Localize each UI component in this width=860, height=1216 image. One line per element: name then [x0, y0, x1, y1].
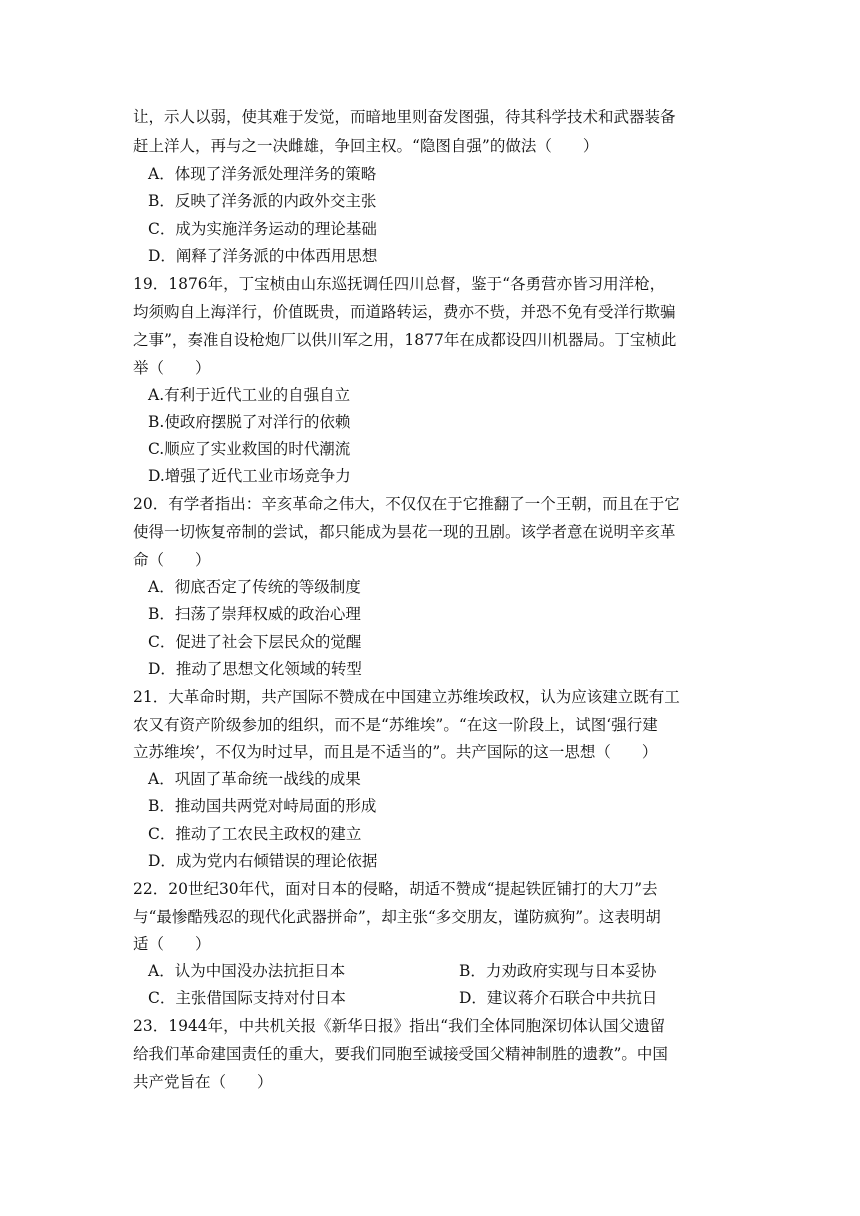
q22-option-d: D．建议蒋介石联合中共抗日 [459, 989, 658, 1007]
q19-line-1: 19．1876年，丁宝桢由山东巡抚调任四川总督，鉴于“各勇营亦皆习用洋枪， [133, 275, 666, 293]
q18-option-a: A．体现了洋务派处理洋务的策略 [148, 165, 377, 183]
q21-line-3: 立苏维埃’，不仅为时过早，而且是不适当的”。共产国际的这一思想（ ） [133, 743, 658, 761]
q20-option-b: B．扫荡了崇拜权威的政治心理 [148, 605, 361, 623]
q23-line-2: 给我们革命建国责任的重大，要我们同胞至诚接受国父精神制胜的遗教”。中国 [133, 1045, 668, 1063]
q18-option-b: B．反映了洋务派的内政外交主张 [148, 192, 377, 210]
q18-option-c: C．成为实施洋务运动的理论基础 [148, 220, 377, 238]
q19-line-4: 举（ ） [133, 359, 211, 377]
q21-option-b: B．推动国共两党对峙局面的形成 [148, 797, 377, 815]
q22-option-a: A．认为中国没办法抗拒日本 [148, 962, 346, 980]
q18-line-1: 让，示人以弱，使其难于发觉，而暗地里则奋发图强，待其科学技术和武器装备 [133, 108, 676, 126]
q21-line-1: 21．大革命时期，共产国际不赞成在中国建立苏维埃政权，认为应该建立既有工 [133, 688, 680, 706]
q19-option-c: C.顺应了实业救国的时代潮流 [148, 440, 351, 458]
q18-option-d: D．阐释了洋务派的中体西用思想 [148, 247, 378, 265]
q20-line-3: 命（ ） [133, 551, 211, 569]
q22-line-1: 22．20世纪30年代，面对日本的侵略，胡适不赞成“提起铁匠铺打的大刀”去 [133, 880, 658, 898]
q21-option-d: D．成为党内右倾错误的理论依据 [148, 852, 378, 870]
q21-option-c: C．推动了工农民主政权的建立 [148, 825, 362, 843]
q20-option-d: D．推动了思想文化领域的转型 [148, 660, 362, 678]
q22-option-c: C．主张借国际支持对付日本 [148, 989, 346, 1007]
q21-option-a: A．巩固了革命统一战线的成果 [148, 770, 361, 788]
q21-line-2: 农又有资产阶级参加的组织，而不是“苏维埃”。“在这一阶段上，试图‘强行建 [133, 716, 658, 734]
q22-line-2: 与“最惨酷残忍的现代化武器拼命”，却主张“多交朋友，谨防疯狗”。这表明胡 [133, 908, 661, 926]
q22-line-3: 适（ ） [133, 935, 211, 953]
q20-line-1: 20．有学者指出：辛亥革命之伟大，不仅仅在于它推翻了一个王朝，而且在于它 [133, 495, 680, 513]
q19-option-b: B.使政府摆脱了对洋行的依赖 [148, 413, 351, 431]
q23-line-3: 共产党旨在（ ） [133, 1073, 273, 1091]
q19-option-d: D.增强了近代工业市场竞争力 [148, 467, 351, 485]
q19-option-a: A.有利于近代工业的自强自立 [148, 386, 351, 404]
q19-line-3: 之事”，奏准自设枪炮厂以供川军之用，1877年在成都设四川机器局。丁宝桢此 [133, 331, 677, 349]
q23-line-1: 23．1944年，中共机关报《新华日报》指出“我们全体同胞深切体认国父遗留 [133, 1017, 666, 1035]
q19-line-2: 均须购自上海洋行，价值既贵，而道路转运，费亦不赀，并恐不免有受洋行欺骗 [133, 303, 676, 321]
q20-option-a: A．彻底否定了传统的等级制度 [148, 578, 361, 596]
q18-line-2: 赶上洋人，再与之一决雌雄，争回主权。“隐图自强”的做法（ ） [133, 137, 599, 155]
q22-option-b: B．力劝政府实现与日本妥协 [459, 962, 657, 980]
q20-option-c: C．促进了社会下层民众的觉醒 [148, 633, 362, 651]
q20-line-2: 使得一切恢复帝制的尝试，都只能成为昙花一现的丑剧。该学者意在说明辛亥革 [133, 523, 676, 541]
